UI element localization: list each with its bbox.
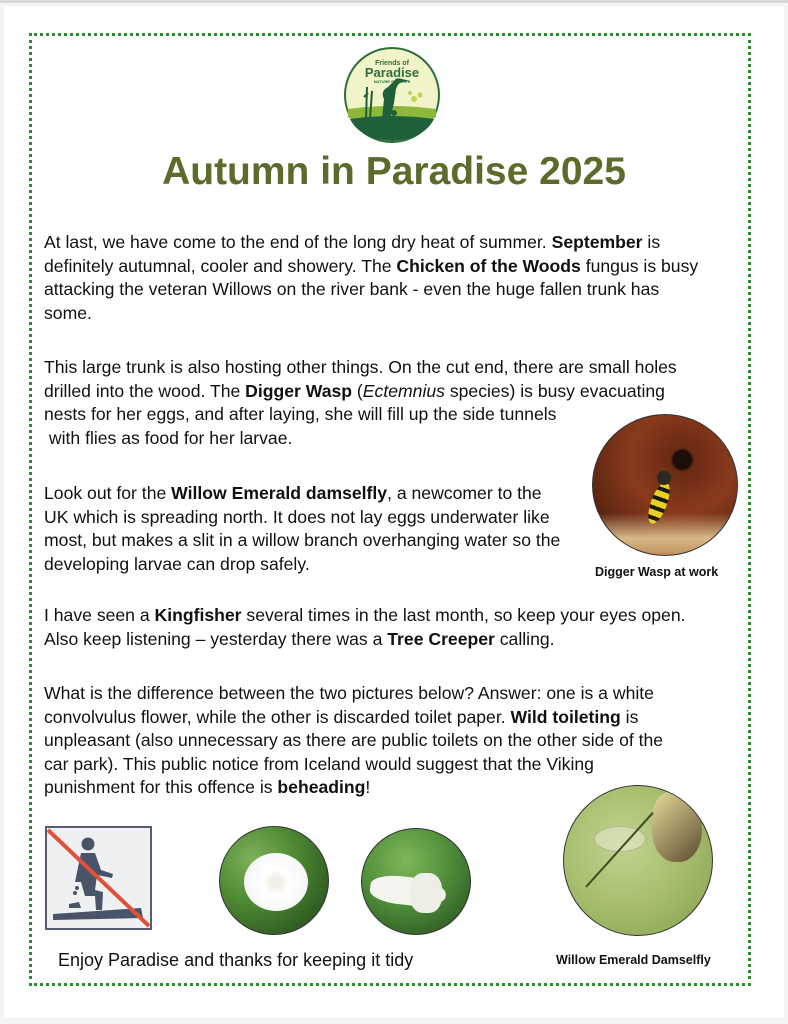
- paragraph-kingfisher: I have seen a Kingfisher several times in the last month, so keep your eyes open. Also keep listening – yesterday there was a Tree Creeper calling.: [44, 605, 686, 649]
- logo-text-friends: Friends of: [375, 60, 409, 67]
- willow-emerald-damselfly-photo: [563, 785, 713, 936]
- logo-text-paradise: Paradise: [364, 65, 420, 80]
- no-wild-toileting-sign: [45, 826, 152, 930]
- footer-message: Enjoy Paradise and thanks for keeping it tidy: [58, 950, 414, 970]
- page-title: Autumn in Paradise 2025: [162, 150, 626, 193]
- paragraph-willow-emerald: Look out for the Willow Emerald damselfly, a newcomer to the UK which is spreading north. It does not lay eggs underwater like most, but makes a slit in a willow branch overhanging water so the developing larvae can drop safely.: [44, 483, 561, 574]
- paragraph-wild-toileting: What is the difference between the two pictures below? Answer: one is a white convolvulus flower, while the other is discarded toilet paper. Wild toileting is unpleasant (also unnecessary as there are public toilets on the other side of the car park). This public notice from Iceland would suggest that the Viking punishment for this offence is beheading!: [44, 683, 664, 797]
- paragraph-digger-wasp: This large trunk is also hosting other things. On the cut end, there are small holes drilled into the wood. The Digger Wasp (Ectemnius species) is busy evacuating nests for her eggs, and after laying, she will fill up the side tunnels with flies as food for her larvae.: [44, 357, 677, 448]
- convolvulus-flower-photo: [219, 826, 329, 935]
- logo-text-reserve: NATURE RESERVE: [373, 79, 411, 84]
- digger-wasp-photo: [592, 414, 738, 556]
- digger-wasp-caption: Digger Wasp at work: [595, 565, 719, 579]
- top-edge: [0, 0, 788, 3]
- friends-of-paradise-logo: [344, 47, 440, 143]
- paragraph-september: At last, we have come to the end of the long dry heat of summer. September is definitely autumnal, cooler and showery. The Chicken of the Woods fungus is busy attacking the veteran Willows on the river bank - even the huge fallen trunk has some.: [44, 232, 699, 323]
- damselfly-caption: Willow Emerald Damselfly: [556, 953, 711, 967]
- discarded-toilet-paper-photo: [361, 828, 471, 935]
